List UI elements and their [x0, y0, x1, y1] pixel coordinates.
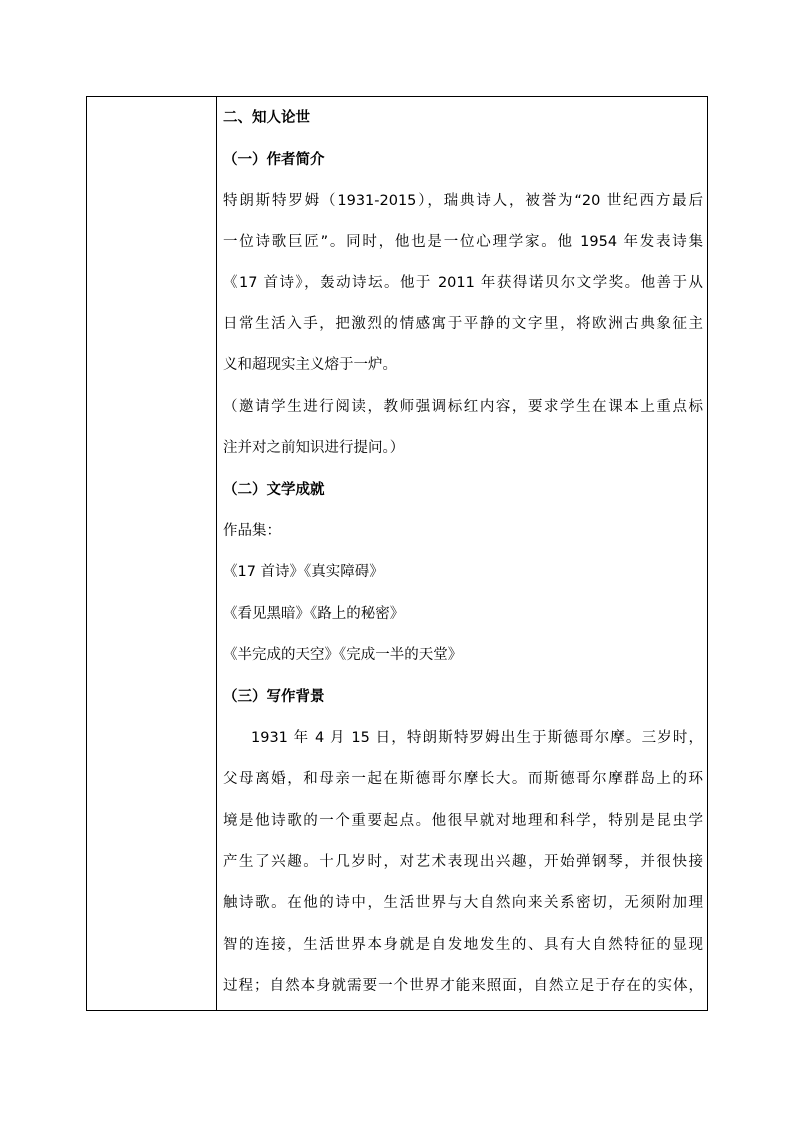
achievements-heading: （二）文学成就: [223, 482, 325, 498]
background-line: 1931 年 4 月 15 日，特朗斯特罗姆出生于斯德哥尔摩。三岁时，: [251, 730, 703, 746]
background-heading: （三）写作背景: [223, 689, 325, 705]
author-intro-line: 特朗斯特罗姆（1931-2015），瑞典诗人，被誉为“20 世纪西方最后: [223, 193, 703, 209]
author-intro-line: 义和超现实主义熔于一炉。: [223, 357, 397, 373]
content-cell: [217, 97, 707, 1010]
section-heading: 二、知人论世: [223, 110, 310, 126]
background-line: 境是他诗歌的一个重要起点。他很早就对地理和科学，特别是昆虫学: [223, 813, 703, 829]
lesson-table: [86, 96, 708, 1011]
background-line: 触诗歌。在他的诗中，生活世界与大自然向来关系密切，无须附加理: [223, 895, 703, 911]
author-intro-heading: （一）作者简介: [223, 152, 325, 168]
teacher-note-line: （邀请学生进行阅读，教师强调标红内容，要求学生在课本上重点标: [223, 399, 703, 415]
works-item: 《看见黑暗》《路上的秘密》: [223, 606, 405, 622]
background-line: 产生了兴趣。十几岁时，对艺术表现出兴趣，开始弹钢琴，并很快接: [223, 854, 703, 870]
background-line: 智的连接，生活世界本身就是自发地发生的、具有大自然特征的显现: [223, 937, 703, 953]
author-intro-line: 日常生活入手，把激烈的情感寓于平静的文字里，将欧洲古典象征主: [223, 316, 703, 332]
author-intro-line: 一位诗歌巨匠”。同时，他也是一位心理学家。他 1954 年发表诗集: [223, 234, 703, 250]
left-column-cell: [87, 97, 217, 1010]
works-label: 作品集：: [223, 523, 281, 539]
author-intro-line: 《17 首诗》，轰动诗坛。他于 2011 年获得诺贝尔文学奖。他善于从: [223, 275, 703, 291]
teacher-note-line: 注并对之前知识进行提问。）: [223, 440, 405, 456]
works-item: 《半完成的天空》《完成一半的天堂》: [223, 647, 463, 663]
background-line: 过程；自然本身就需要一个世界才能来照面，自然立足于存在的实体，: [223, 978, 703, 994]
background-line: 父母离婚，和母亲一起在斯德哥尔摩长大。而斯德哥尔摩群岛上的环: [223, 771, 703, 787]
works-item: 《17 首诗》《真实障碍》: [223, 564, 384, 580]
